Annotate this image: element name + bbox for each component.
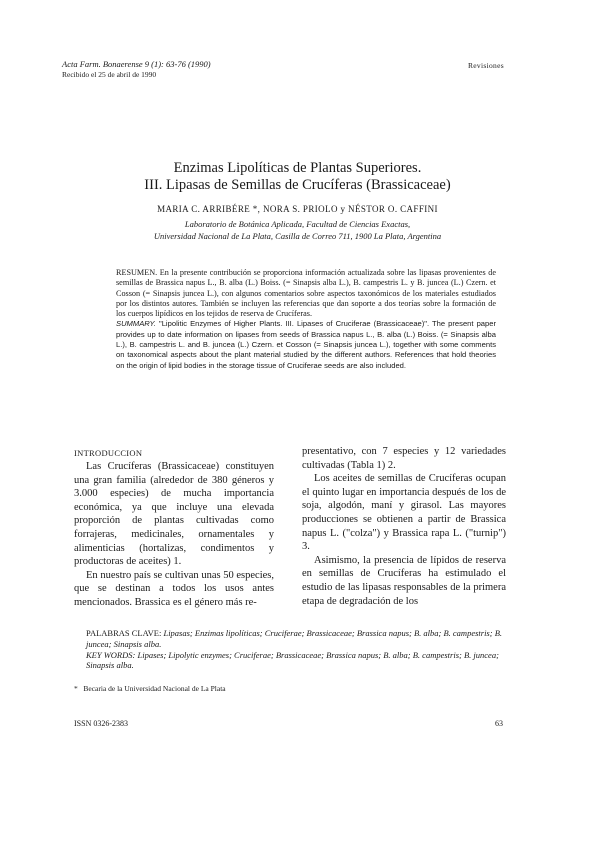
keywords-en (86, 650, 511, 672)
affiliation-line1: Laboratorio de Botánica Aplicada, Facultad de Ciencias Exactas, (184, 219, 411, 229)
intro-left-paragraph-2: En nuestro país se cultivan unas 50 especies, que se destinan a todos los usos antes mencionados. Brassica es el género más re- (74, 569, 274, 608)
footnote-text: Becaria de la Universidad Nacional de La Plata (83, 684, 226, 693)
right-column (302, 445, 506, 608)
section-label: Revisiones (468, 61, 504, 70)
intro-right-paragraph-3: Asimismo, la presencia de lípidos de reserva en semillas de Crucíferas ha estimulado el estudio de las lipasas responsables de la primera etapa de degradación de los (302, 554, 506, 607)
keywords-es (86, 628, 511, 650)
keywords-es-label: PALABRAS CLAVE: (86, 628, 162, 638)
resumen (116, 268, 496, 319)
authors: MARIA C. ARRIBÉRE *, NORA S. PRIOLO y NÉSTOR O. CAFFINI (157, 204, 438, 214)
intro-left-paragraph-1: Las Crucíferas (Brassicaceae) constituyen una gran familia (alrededor de 380 géneros y 3.000 especies) de mucha importancia económica, ya que incluye una elevada proporción de plantas cultivadas como forrajeras, medicinales, ornamentales y alimenticias (hortalizas, condimentos y productoras de aceites) 1. (74, 461, 274, 568)
intro-right-paragraph-2: Los aceites de semillas de Crucíferas ocupan el quinto lugar en importancia después de los de soja, algodón, maní y girasol. Las mayores producciones se obtienen a partir de Brassica napus L. ("colza") y Brassica rapa L. ("turnip") 3. (302, 473, 506, 553)
resumen-label: RESUMEN. (116, 268, 158, 277)
journal-citation: Acta Farm. Bonaerense 9 (1): 63-76 (1990) (62, 59, 211, 69)
affiliation-line2: Universidad Nacional de La Plata, Casilla de Correo 711, 1900 La Plata, Argentina (153, 231, 442, 241)
intro-heading: INTRODUCCION (74, 448, 143, 458)
abstract-block (116, 268, 496, 371)
resumen-text: En la presente contribución se proporciona información actualizada sobre las lipasas provenientes de semillas de Brassica napus L., B. alba (L.) Boiss. (= Sinapsis alba L.), B. campestris L. y B. juncea (L.) Czern. et Cosson (= Sinapsis juncea L.), con algunos comentarios sobre aspectos taxonómicos de los materiales estudiados por los distintos autores. También se incluyen las referencias que dan soporte a dos teorías sobre la formación de los cuerpos lipídicos en los tejidos de reserva de Crucíferas. (116, 268, 496, 319)
summary (116, 319, 496, 370)
issn: ISSN 0326-2383 (74, 719, 129, 728)
page-number: 63 (495, 719, 503, 728)
intro-right-paragraph-1: presentativo, con 7 especies y 12 variedades cultivadas (Tabla 1) 2. (302, 446, 506, 471)
keywords-en-label: KEY WORDS: (86, 649, 136, 660)
summary-text: "Lipolitic Enzymes of Higher Plants. III. Lipases of Cruciferae (Brassicaceae)". The present paper provides up to date information on lipases from seeds of Brassica napus L., B. alba (L.) Boiss. (= Sinapsis alba L.), B. campestris L. and B. juncea (L.) Czern. et Cosson (= Sinapsis juncea L.), together with some comments on taxonomical aspects about the plant material studied by the different authors. References that hold theories on the origin of lipid bodies in the storage tissue of Cruciferae seeds are also included. (116, 319, 496, 370)
left-column (74, 460, 274, 610)
article-title-line1: Enzimas Lipolíticas de Plantas Superiores. (173, 160, 422, 176)
summary-label: SUMMARY. (116, 319, 156, 329)
keywords-es-text: Lipasas; Enzimas lipolíticas; Cruciferae; Brassicaceae; Brassica napus; B. alba; B. campestris; B. juncea; Sinapsis alba. (86, 628, 503, 649)
keywords-en-text: Lipases; Lipolytic enzymes; Cruciferae; Brassicaceae; Brassica napus; B. alba; B. campestris; B. juncea; Sinapsis alba. (86, 649, 499, 671)
footnote (74, 684, 226, 693)
footnote-mark: * (74, 684, 78, 693)
keywords-block (86, 628, 511, 671)
received-date: Recibido el 25 de abril de 1990 (62, 70, 157, 79)
article-title-line2: III. Lipasas de Semillas de Crucíferas (Brassicaceae) (144, 177, 451, 193)
